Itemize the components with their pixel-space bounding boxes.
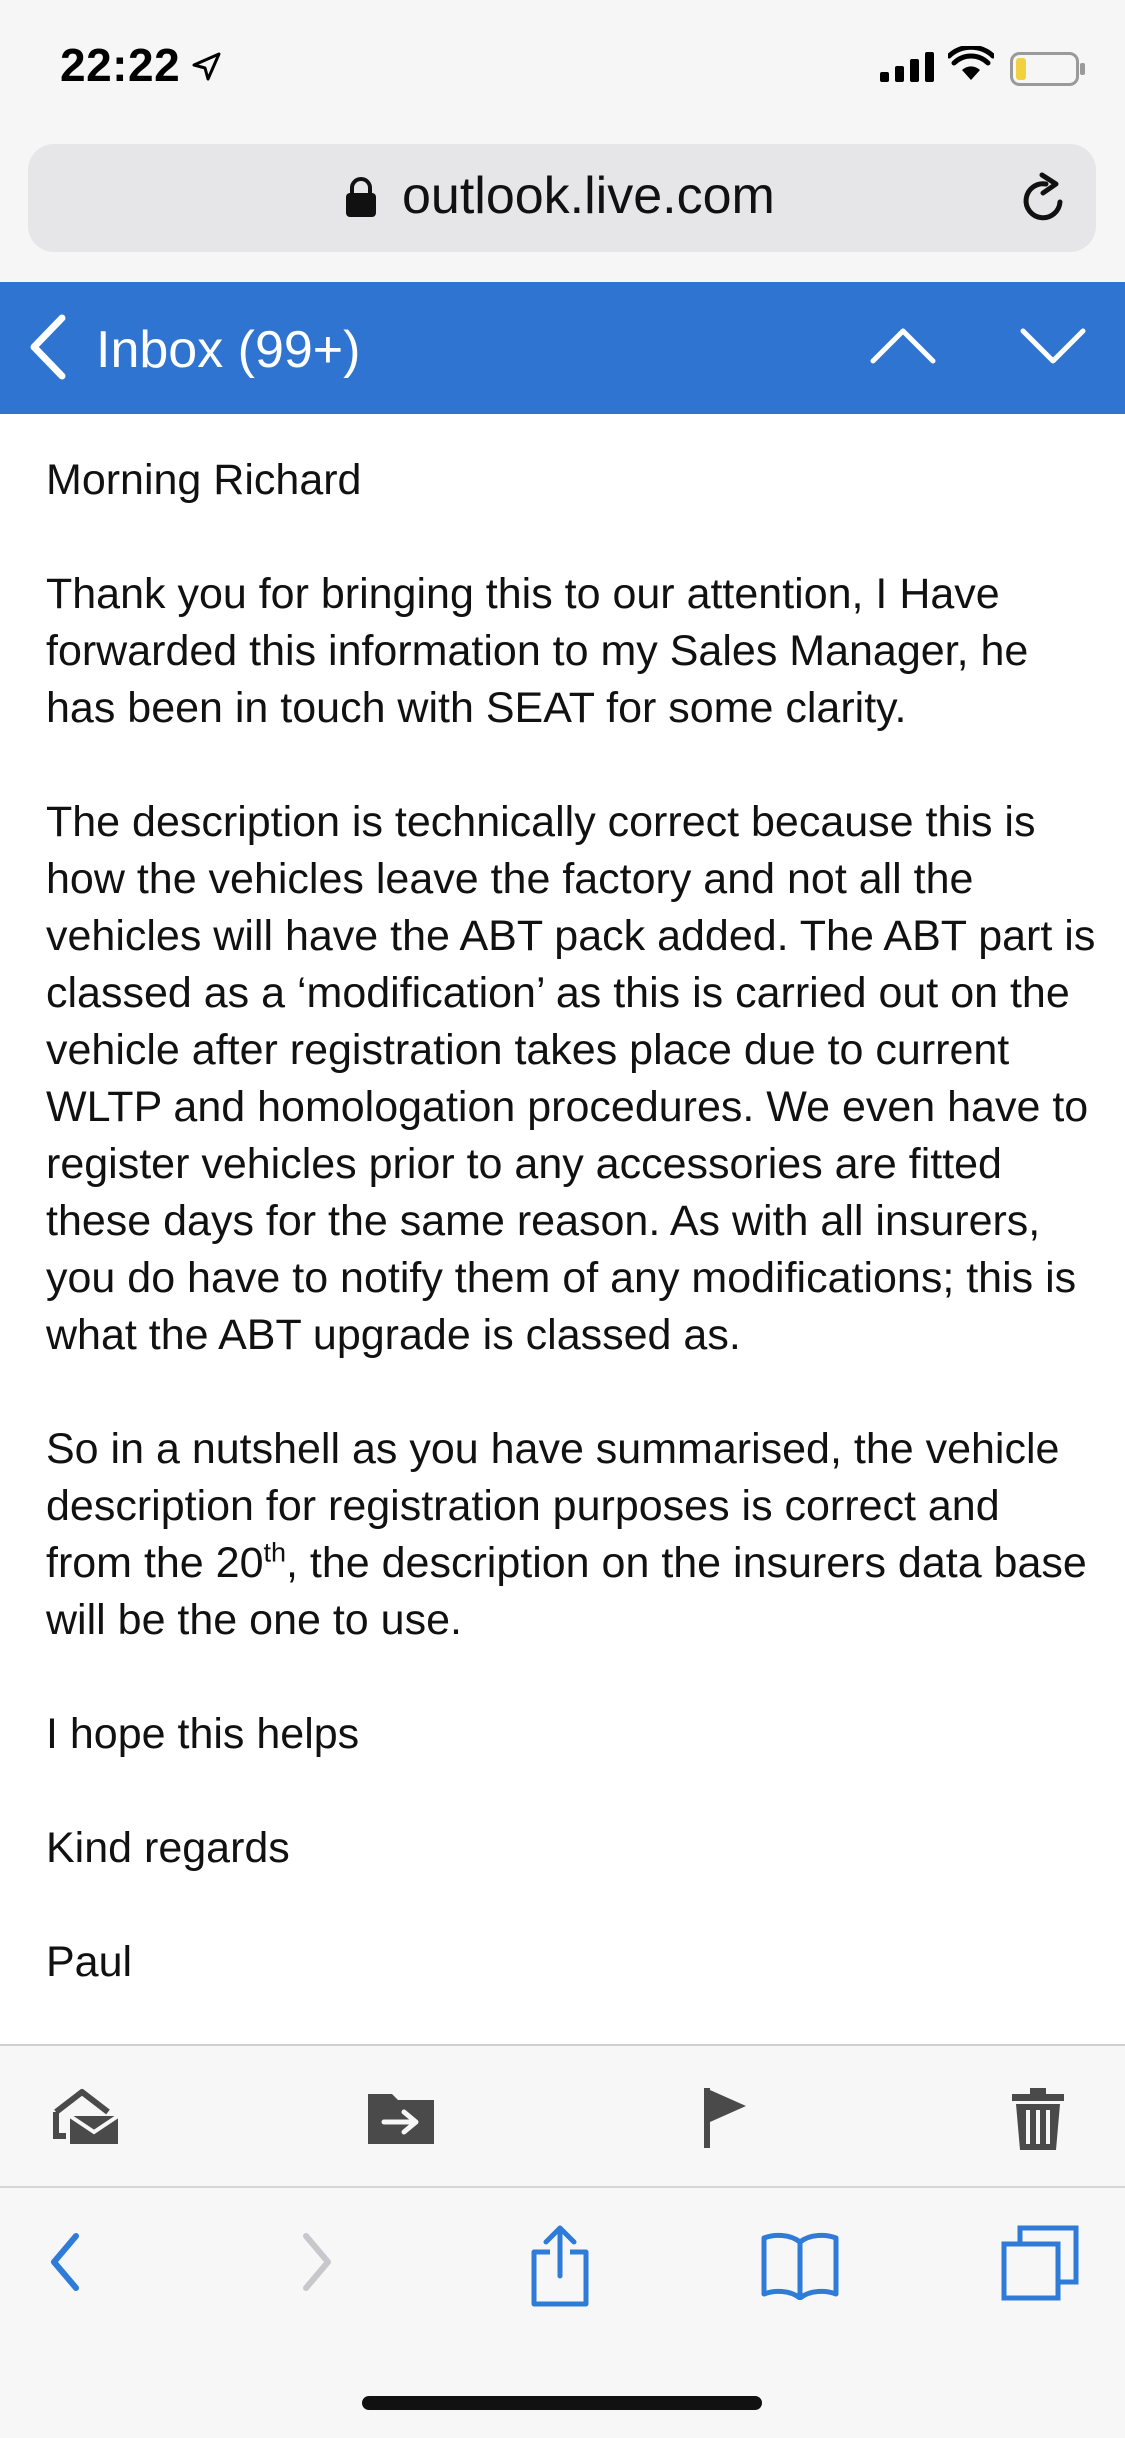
mail-header	[0, 282, 1125, 414]
message-text: So in a nutshell as you have summarised, the vehicle description for registration purposes is correct and from the 20	[46, 1425, 1060, 1587]
message-signoff: Kind regards	[46, 1824, 290, 1872]
previous-message-icon[interactable]	[868, 316, 938, 376]
status-bar	[0, 0, 1125, 138]
inbox-back-link[interactable]: Inbox (99+)	[96, 321, 361, 379]
delete-icon[interactable]	[1010, 2086, 1066, 2152]
share-icon[interactable]	[530, 2224, 590, 2308]
message-greeting: Morning Richard	[46, 456, 362, 504]
bookmarks-icon[interactable]	[760, 2230, 840, 2300]
wifi-icon	[948, 46, 994, 82]
message-text: , the description on the insurers data base will be the one to use.	[46, 1539, 1087, 1644]
next-message-icon[interactable]	[1018, 316, 1088, 376]
mail-actions-toolbar	[0, 2044, 1125, 2188]
back-chevron-icon[interactable]	[24, 312, 74, 382]
flag-icon[interactable]	[700, 2086, 750, 2150]
ordinal-suffix: th	[263, 1537, 287, 1568]
message-body	[46, 452, 1096, 2048]
message-paragraph: I hope this helps	[46, 1710, 360, 1758]
back-icon[interactable]	[46, 2230, 86, 2294]
battery-icon	[1010, 52, 1086, 86]
tabs-icon[interactable]	[1000, 2224, 1080, 2304]
forward-icon	[296, 2230, 336, 2294]
status-time: 22:22	[60, 39, 181, 91]
message-paragraph: The description is technically correct because this is how the vehicles leave the factory and not all the vehicles will have the ABT pack added. The ABT part is classed as a ‘modification’ as this is carried out on the vehicle after registration takes place due to current WLTP and homologation procedures. We even have to register vehicles prior to any accessories are fitted these days for the same reason. As with all insurers, you do have to notify them of any modifications; this is what the ABT upgrade is classed as.	[46, 798, 1096, 1359]
location-arrow-icon	[190, 50, 222, 82]
url-text[interactable]: outlook.live.com	[402, 167, 775, 225]
message-paragraph	[46, 1421, 1096, 1649]
lock-icon	[344, 176, 378, 218]
cellular-signal-icon	[880, 52, 936, 82]
message-signature: Paul	[46, 1938, 133, 1986]
reload-icon[interactable]	[1016, 172, 1072, 228]
message-paragraph: Thank you for bringing this to our attention, I Have forwarded this information to my Sales Manager, he has been in touch with SEAT for some clarity.	[46, 570, 1029, 732]
move-to-folder-icon[interactable]	[366, 2086, 436, 2146]
home-indicator[interactable]	[362, 2396, 762, 2410]
mark-read-icon[interactable]	[52, 2086, 122, 2150]
